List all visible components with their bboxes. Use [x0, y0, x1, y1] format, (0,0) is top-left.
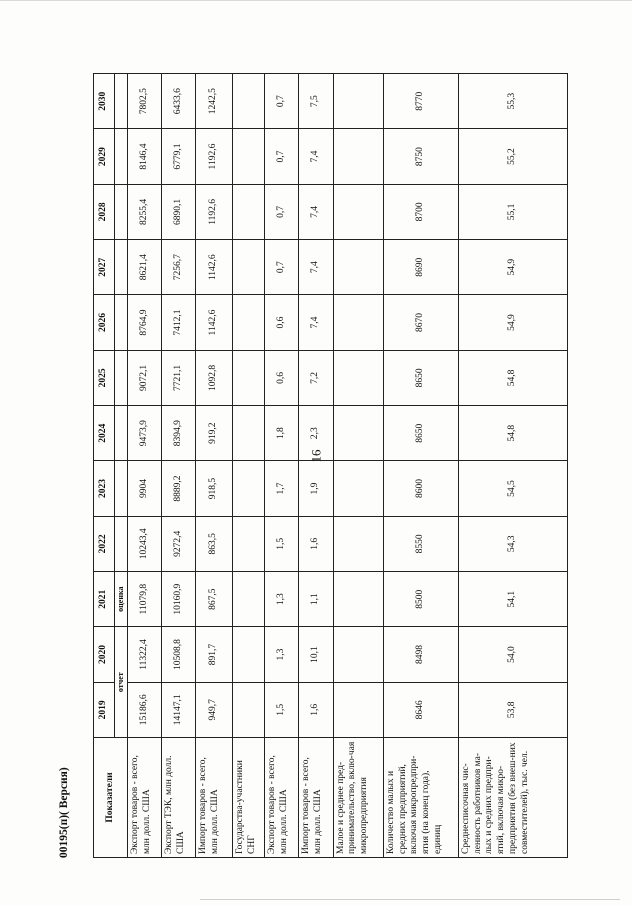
table-cell: 54,5: [458, 461, 567, 516]
table-cell: 1,3: [265, 572, 299, 627]
table-row: [196, 74, 232, 858]
table-cell: [232, 682, 265, 737]
header-year: 2024: [94, 406, 115, 461]
table-cell: 8750: [383, 129, 458, 184]
table-cell: 1192,6: [196, 129, 232, 184]
table-cell: 8764,9: [127, 295, 161, 350]
table-cell: 8690: [383, 240, 458, 295]
header-year: 2022: [94, 516, 115, 571]
header-year: 2019: [94, 682, 115, 737]
table-cell: 8500: [383, 572, 458, 627]
header-year: 2027: [94, 240, 115, 295]
table-cell: 11079,8: [127, 572, 161, 627]
table-cell: 1142,6: [196, 240, 232, 295]
table-cell: 7,4: [299, 129, 333, 184]
table-row: [458, 74, 567, 858]
table-cell: 1,6: [299, 516, 333, 571]
table-cell: 10,1: [299, 627, 333, 682]
table-cell: 1,8: [265, 406, 299, 461]
row-label: Государства-участники СНГ: [232, 738, 265, 858]
table-cell: [232, 129, 265, 184]
table-cell: 919,2: [196, 406, 232, 461]
subheader-empty: [114, 74, 127, 129]
table-cell: [333, 184, 383, 239]
table-cell: 10160,9: [162, 572, 196, 627]
table-cell: [333, 74, 383, 129]
table-cell: 8498: [383, 627, 458, 682]
table-row: [127, 74, 161, 858]
table-cell: [232, 572, 265, 627]
table-cell: 6433,6: [162, 74, 196, 129]
table-cell: 867,5: [196, 572, 232, 627]
table-cell: 8394,9: [162, 406, 196, 461]
table-cell: 9272,4: [162, 516, 196, 571]
table-cell: 8600: [383, 461, 458, 516]
table-cell: 55,2: [458, 129, 567, 184]
table-cell: 54,1: [458, 572, 567, 627]
table-cell: [333, 682, 383, 737]
table-cell: 1,1: [299, 572, 333, 627]
table-cell: 54,3: [458, 516, 567, 571]
table-cell: 10508,8: [162, 627, 196, 682]
table-cell: 1242,5: [196, 74, 232, 129]
table-cell: 2,3: [299, 406, 333, 461]
indicators-table-rotated: [93, 73, 568, 858]
table-cell: [232, 295, 265, 350]
table-cell: 891,7: [196, 627, 232, 682]
table-cell: [333, 461, 383, 516]
table-cell: 1142,6: [196, 295, 232, 350]
table-cell: [333, 295, 383, 350]
header-year: 2025: [94, 350, 115, 405]
row-label: Экспорт товаров - всего, млн долл. США: [265, 738, 299, 858]
table-cell: 0,7: [265, 184, 299, 239]
table-cell: [232, 74, 265, 129]
table-row: [299, 74, 333, 858]
table-header-row: [94, 74, 115, 858]
table-cell: [333, 240, 383, 295]
table-cell: 11322,4: [127, 627, 161, 682]
footer-stamp: 00195(п)( Версия): [58, 767, 70, 858]
table-cell: [232, 627, 265, 682]
row-label: Экспорт ТЭК, млн долл. США: [162, 738, 196, 858]
row-label: Экспорт товаров - всего, млн долл. США: [127, 738, 161, 858]
table-body: [127, 74, 567, 858]
row-label: Количество малых и средних предприятий, включая микропредпри-ятия (на конец года), единиц: [383, 738, 458, 858]
table-cell: 7412,1: [162, 295, 196, 350]
table-cell: 8646: [383, 682, 458, 737]
table-cell: 55,3: [458, 74, 567, 129]
table-cell: [232, 350, 265, 405]
table-cell: 10243,4: [127, 516, 161, 571]
table-cell: 9072,1: [127, 350, 161, 405]
table-row: [333, 74, 383, 858]
header-indicators: Показатели: [94, 738, 128, 858]
subheader-empty: [114, 295, 127, 350]
table-cell: 0,7: [265, 129, 299, 184]
table-cell: 8700: [383, 184, 458, 239]
subheader-empty: [114, 240, 127, 295]
table-row: [162, 74, 196, 858]
table-cell: 1,6: [299, 682, 333, 737]
subheader-empty: [114, 406, 127, 461]
row-label: Импорт товаров - всего, млн долл. США: [196, 738, 232, 858]
header-year: 2030: [94, 74, 115, 129]
table-cell: 863,5: [196, 516, 232, 571]
subheader-otsenka: оценка: [114, 572, 127, 627]
table-cell: 15186,6: [127, 682, 161, 737]
table-cell: [232, 516, 265, 571]
table-cell: [333, 129, 383, 184]
table-cell: 9473,9: [127, 406, 161, 461]
table-cell: 7,2: [299, 350, 333, 405]
table-cell: 8889,2: [162, 461, 196, 516]
table-cell: 14147,1: [162, 682, 196, 737]
table-row: [265, 74, 299, 858]
page-number: 16: [308, 449, 323, 463]
table-cell: 1,7: [265, 461, 299, 516]
subheader-empty: [114, 516, 127, 571]
table-cell: 7721,1: [162, 350, 196, 405]
table-cell: 8650: [383, 350, 458, 405]
table-cell: 8670: [383, 295, 458, 350]
table-row: [232, 74, 265, 858]
header-year: 2020: [94, 627, 115, 682]
table-cell: 7,4: [299, 184, 333, 239]
table-cell: 6890,1: [162, 184, 196, 239]
table-cell: 54,8: [458, 350, 567, 405]
table-cell: 7,4: [299, 295, 333, 350]
table-cell: 0,7: [265, 74, 299, 129]
table-cell: 8621,4: [127, 240, 161, 295]
table-cell: [232, 461, 265, 516]
header-year: 2021: [94, 572, 115, 627]
table-cell: 918,5: [196, 461, 232, 516]
table-cell: 1,5: [265, 682, 299, 737]
subheader-empty: [114, 129, 127, 184]
table-cell: 7,4: [299, 240, 333, 295]
table-cell: 7802,5: [127, 74, 161, 129]
table-cell: [333, 350, 383, 405]
row-label: Импорт товаров - всего, млн долл. США: [299, 738, 333, 858]
header-year: 2023: [94, 461, 115, 516]
header-year: 2028: [94, 184, 115, 239]
table-cell: 54,9: [458, 295, 567, 350]
table-cell: 1,9: [299, 461, 333, 516]
table-cell: 54,8: [458, 406, 567, 461]
header-year: 2029: [94, 129, 115, 184]
table-cell: [232, 184, 265, 239]
table-cell: 54,0: [458, 627, 567, 682]
table-cell: 54,9: [458, 240, 567, 295]
table-row: [383, 74, 458, 858]
scan-edge-bottom: [200, 899, 620, 900]
indicators-table: [93, 73, 568, 858]
scan-edge-top: [0, 0, 632, 1]
row-label: Малое и среднее пред-принимательство, вклю-чая микропредприятия: [333, 738, 383, 858]
table-cell: 8146,4: [127, 129, 161, 184]
table-cell: 1,5: [265, 516, 299, 571]
table-cell: [333, 627, 383, 682]
table-cell: 949,7: [196, 682, 232, 737]
table-cell: 0,6: [265, 350, 299, 405]
subheader-empty: [114, 461, 127, 516]
subheader-empty: [114, 184, 127, 239]
table-cell: [333, 572, 383, 627]
table-cell: 8550: [383, 516, 458, 571]
table-cell: [232, 240, 265, 295]
table-cell: 0,6: [265, 295, 299, 350]
table-cell: 53,8: [458, 682, 567, 737]
table-cell: 8770: [383, 74, 458, 129]
subheader-otchet: отчет: [114, 627, 127, 738]
table-cell: 8255,4: [127, 184, 161, 239]
table-cell: [333, 516, 383, 571]
table-cell: 9904: [127, 461, 161, 516]
subheader-empty: [114, 350, 127, 405]
table-cell: 0,7: [265, 240, 299, 295]
header-year: 2026: [94, 295, 115, 350]
table-cell: 1,3: [265, 627, 299, 682]
table-cell: 7256,7: [162, 240, 196, 295]
table-cell: 7,5: [299, 74, 333, 129]
table-cell: 6779,1: [162, 129, 196, 184]
table-cell: [333, 406, 383, 461]
table-cell: 1092,8: [196, 350, 232, 405]
table-cell: 1192,6: [196, 184, 232, 239]
table-cell: [232, 406, 265, 461]
table-cell: 8650: [383, 406, 458, 461]
row-label: Среднесписочная чис-ленность работников ма-лых и средних предпри-ятий, включая микро-предприятия (без внеш-них совместителей), тыс. чел.: [458, 738, 567, 858]
table-cell: 55,1: [458, 184, 567, 239]
